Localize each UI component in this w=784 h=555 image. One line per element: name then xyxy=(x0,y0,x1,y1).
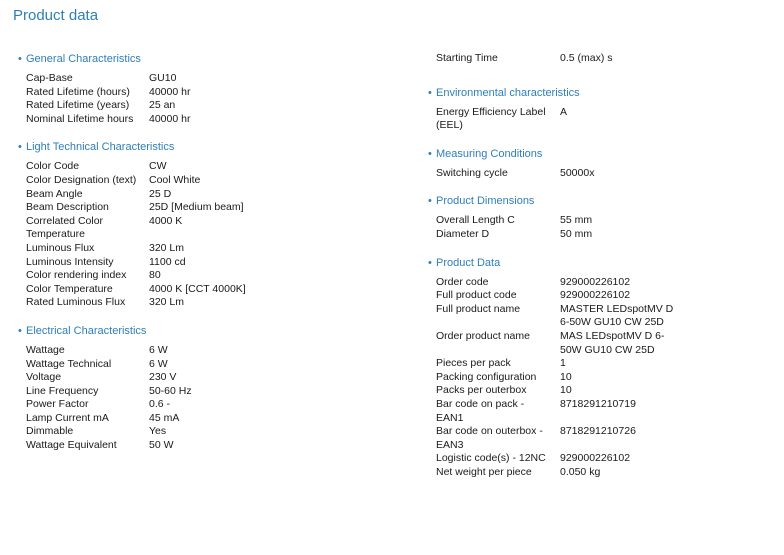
spec-value: Cool White xyxy=(149,173,201,186)
spec-value: 50 mm xyxy=(560,227,593,240)
spec-label: Nominal Lifetime hours xyxy=(26,112,134,125)
bullet-icon: • xyxy=(18,53,22,65)
bullet-icon: • xyxy=(428,256,432,269)
bullet-icon: • xyxy=(18,141,22,154)
spec-value: 320 Lm xyxy=(149,296,185,309)
spec-row xyxy=(428,398,784,425)
spec-row xyxy=(428,330,784,357)
spec-row xyxy=(428,276,784,290)
spec-label: Line Frequency xyxy=(26,384,99,397)
bullet-icon: • xyxy=(428,86,432,99)
spec-row xyxy=(18,269,378,283)
spec-row xyxy=(18,385,378,399)
spec-label: Wattage Equivalent xyxy=(26,439,117,452)
page-title: Product data xyxy=(13,7,99,24)
spec-label: Full product name xyxy=(436,302,521,315)
spec-row xyxy=(18,174,378,188)
spec-value: GU10 xyxy=(149,72,177,84)
section-title xyxy=(18,324,378,338)
spec-value: 0.050 kg xyxy=(560,465,601,478)
spec-row xyxy=(18,358,378,372)
spec-value: 10 xyxy=(560,384,572,397)
spec-value: 50 W xyxy=(149,439,174,452)
spec-label: Starting Time xyxy=(436,52,498,64)
section-general-characteristics xyxy=(18,52,378,126)
spec-value: 6 W xyxy=(149,343,168,356)
spec-value: 230 V xyxy=(149,371,177,384)
spec-value: 10 xyxy=(560,370,572,383)
spec-label: Switching cycle xyxy=(436,166,508,179)
spec-value: 4000 K xyxy=(149,214,183,227)
spec-label: Lamp Current mA xyxy=(26,411,109,424)
spec-value: 929000226102 xyxy=(560,275,631,288)
spec-row xyxy=(428,167,784,181)
spec-row xyxy=(18,256,378,270)
spec-label: Rated Lifetime (hours) xyxy=(26,85,130,98)
spec-label: Color Code xyxy=(26,160,80,173)
spec-row xyxy=(18,242,378,256)
spec-value: 25D [Medium beam] xyxy=(149,201,244,214)
spec-row xyxy=(18,86,378,100)
spec-label: Correlated Color Temperature xyxy=(26,214,104,241)
spec-label: Net weight per piece xyxy=(436,465,532,478)
section-title-label: Light Technical Characteristics xyxy=(26,141,175,154)
spec-value: 8718291210726 xyxy=(560,425,636,438)
section-title xyxy=(428,194,784,208)
spec-value: 25 D xyxy=(149,187,172,200)
spec-value: 50000x xyxy=(560,166,595,179)
section-title xyxy=(428,256,784,270)
section-title xyxy=(18,52,378,66)
spec-label: Rated Lifetime (years) xyxy=(26,99,130,112)
spec-row xyxy=(428,228,784,242)
spec-label: Beam Description xyxy=(26,201,109,214)
spec-value: 50-60 Hz xyxy=(149,384,192,397)
spec-label: Logistic code(s) - 12NC xyxy=(436,452,546,465)
spec-value: 45 mA xyxy=(149,411,180,424)
spec-label: Power Factor xyxy=(26,398,89,411)
spec-value: CW xyxy=(149,160,167,173)
section-title-label: Electrical Characteristics xyxy=(26,324,147,337)
spec-row xyxy=(428,52,784,66)
spec-row xyxy=(18,425,378,439)
section-title-label: Product Dimensions xyxy=(436,195,535,208)
spec-value: 0.6 - xyxy=(149,398,171,411)
spec-label: Cap-Base xyxy=(26,72,73,84)
section-title xyxy=(428,147,784,161)
section-light-technical-characteristics xyxy=(18,140,378,310)
spec-value: 1100 cd xyxy=(149,255,186,268)
spec-row xyxy=(18,188,378,202)
spec-row xyxy=(18,283,378,297)
spec-label: Overall Length C xyxy=(436,214,515,227)
spec-label: Luminous Intensity xyxy=(26,255,114,268)
spec-value: 40000 hr xyxy=(149,112,191,125)
spec-value: A xyxy=(560,105,568,118)
spec-row xyxy=(18,439,378,453)
spec-row xyxy=(18,296,378,310)
spec-row xyxy=(18,201,378,215)
spec-value: 4000 K [CCT 4000K] xyxy=(149,282,246,295)
section-title-label: General Characteristics xyxy=(26,53,141,65)
spec-value: 0.5 (max) s xyxy=(560,52,613,64)
spec-row xyxy=(18,72,378,86)
bullet-icon: • xyxy=(18,324,22,337)
spec-value: MASTER LEDspotMV D 6-50W GU10 CW 25D xyxy=(560,302,674,329)
spec-value: 55 mm xyxy=(560,214,593,227)
section-title xyxy=(428,86,784,100)
spec-label: Luminous Flux xyxy=(26,241,95,254)
spec-row xyxy=(18,160,378,174)
spec-row xyxy=(428,384,784,398)
spec-label: Voltage xyxy=(26,371,62,384)
section-title-label: Environmental characteristics xyxy=(436,86,580,99)
spec-label: Color Temperature xyxy=(26,282,113,295)
spec-label: Color Designation (text) xyxy=(26,173,137,186)
spec-label: Wattage Technical xyxy=(26,357,112,370)
spec-label: Beam Angle xyxy=(26,187,83,200)
spec-row xyxy=(428,289,784,303)
spec-label: Packs per outerbox xyxy=(436,384,527,397)
spec-label: Dimmable xyxy=(26,425,74,438)
right-column xyxy=(428,52,784,493)
spec-row xyxy=(428,371,784,385)
spec-value: 929000226102 xyxy=(560,452,631,465)
spec-value: 6 W xyxy=(149,357,168,370)
spec-label: Full product code xyxy=(436,289,517,302)
spec-label: Order product name xyxy=(436,329,530,342)
spec-row xyxy=(428,303,784,330)
section-title xyxy=(18,140,378,154)
spec-label: Energy Efficiency Label (EEL) xyxy=(436,105,546,132)
section-electrical-characteristics xyxy=(18,324,378,453)
spec-label: Diameter D xyxy=(436,227,490,240)
spec-row xyxy=(18,215,378,242)
section-environmental-characteristics xyxy=(428,86,784,133)
spec-value: 320 Lm xyxy=(149,241,185,254)
spec-row xyxy=(428,452,784,466)
spec-row xyxy=(428,214,784,228)
left-column xyxy=(18,52,378,467)
bullet-icon: • xyxy=(428,147,432,160)
spec-value: 80 xyxy=(149,269,161,282)
section-product-dimensions xyxy=(428,194,784,241)
section-product-data xyxy=(428,256,784,480)
spec-label: Wattage xyxy=(26,343,65,356)
spec-label: Color rendering index xyxy=(26,269,127,282)
spec-label: Bar code on pack - EAN1 xyxy=(436,397,525,424)
spec-value: 929000226102 xyxy=(560,289,631,302)
spec-row xyxy=(18,344,378,358)
spec-value: 8718291210719 xyxy=(560,397,636,410)
spec-row xyxy=(18,371,378,385)
spec-label: Pieces per pack xyxy=(436,357,511,370)
spec-value: 25 an xyxy=(149,99,176,112)
spec-label: Rated Luminous Flux xyxy=(26,296,126,309)
spec-row xyxy=(18,412,378,426)
section-measuring-conditions xyxy=(428,147,784,181)
spec-row xyxy=(18,99,378,113)
spec-row xyxy=(428,466,784,480)
section-starting-time xyxy=(428,52,784,66)
spec-label: Bar code on outerbox - EAN3 xyxy=(436,425,543,451)
spec-label: Packing configuration xyxy=(436,370,537,383)
spec-label: Order code xyxy=(436,275,489,288)
spec-row xyxy=(428,357,784,371)
section-title-label: Measuring Conditions xyxy=(436,147,543,160)
spec-row xyxy=(428,425,784,452)
spec-value: 1 xyxy=(560,357,566,370)
section-title-label: Product Data xyxy=(436,256,501,269)
spec-value: 40000 hr xyxy=(149,85,191,98)
spec-row xyxy=(18,113,378,127)
bullet-icon: • xyxy=(428,195,432,208)
spec-row xyxy=(428,106,784,133)
spec-value: MAS LEDspotMV D 6-50W GU10 CW 25D xyxy=(560,329,665,356)
spec-value: Yes xyxy=(149,425,167,438)
spec-row xyxy=(18,398,378,412)
